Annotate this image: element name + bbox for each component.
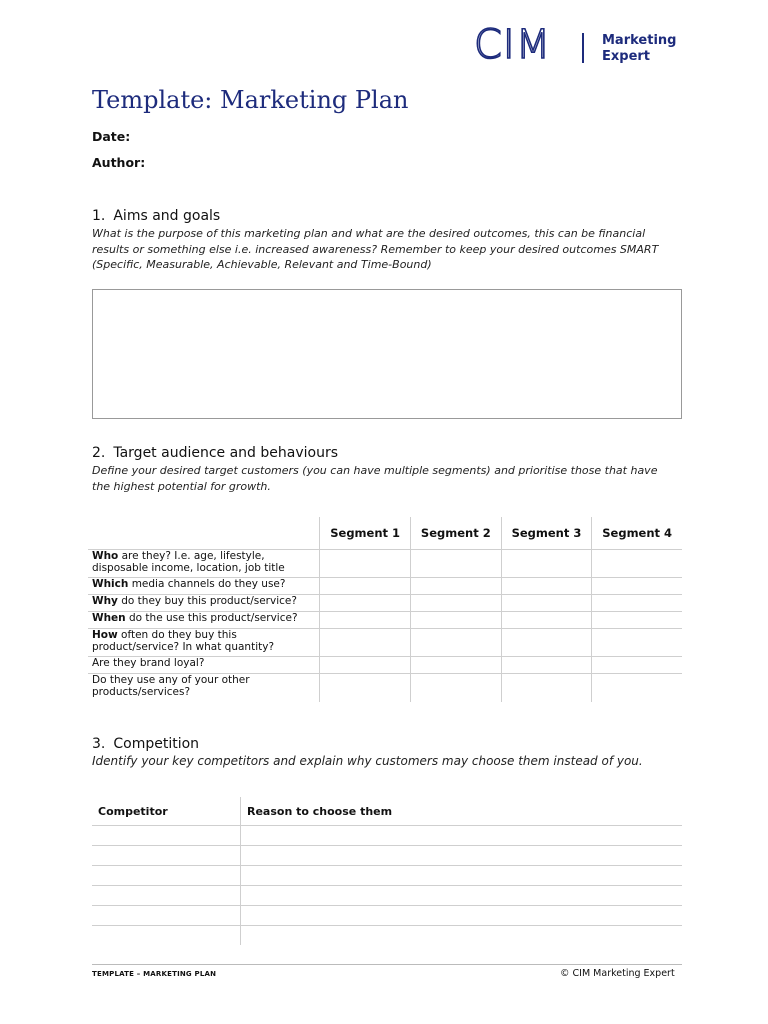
footer-doc-name: TEMPLATE – MARKETING PLAN (92, 970, 217, 978)
segment-cell[interactable] (592, 578, 682, 595)
reason-cell[interactable] (241, 926, 683, 946)
segment-cell[interactable] (410, 612, 501, 629)
logo-brand: CIM (474, 22, 552, 68)
segment-cell[interactable] (320, 550, 411, 578)
table-row (88, 595, 682, 612)
row-question (88, 674, 320, 702)
cim-logo (474, 22, 677, 68)
segment-header-row (88, 517, 682, 550)
segment-cell[interactable] (592, 674, 682, 702)
row-question-text: Do they use any of your other products/services? (92, 674, 250, 698)
section-2-description: Define your desired target customers (you can have multiple segments) and prioritise those that have the highest potential for growth. (92, 464, 658, 493)
logo-separator (582, 33, 584, 63)
table-row (88, 629, 682, 657)
reason-cell[interactable] (241, 866, 683, 886)
segment-cell[interactable] (501, 674, 592, 702)
section-1-title: Aims and goals (113, 208, 221, 224)
competitor-cell[interactable] (92, 826, 241, 846)
table-row (92, 866, 682, 886)
table-row (88, 578, 682, 595)
table-row (92, 826, 682, 846)
section-2-title: Target audience and behaviours (113, 445, 339, 461)
row-question (88, 657, 320, 674)
row-question-text: do the use this product/service? (125, 612, 298, 624)
segment-cell[interactable] (501, 578, 592, 595)
segment-cell[interactable] (320, 612, 411, 629)
row-question-text: often do they buy this product/service? In what quantity? (92, 629, 275, 653)
segment-header-3: Segment 3 (501, 517, 592, 550)
segment-header-4: Segment 4 (592, 517, 682, 550)
section-2-heading (92, 445, 338, 461)
row-question-bold: Why (92, 595, 118, 607)
table-row (88, 550, 682, 578)
segment-cell[interactable] (410, 674, 501, 702)
reason-cell[interactable] (241, 826, 683, 846)
footer-copyright: © CIM Marketing Expert (560, 968, 675, 979)
row-question (88, 595, 320, 612)
row-question-bold: When (92, 612, 126, 624)
footer-divider (92, 964, 682, 965)
row-question-bold: How (92, 629, 118, 641)
segment-cell[interactable] (592, 657, 682, 674)
competition-table (92, 797, 682, 945)
row-question-bold: Which (92, 578, 129, 590)
logo-sub-line1: Marketing (602, 33, 677, 48)
logo-sub-line2: Expert (602, 49, 651, 64)
competition-header-row (92, 797, 682, 826)
segment-cell[interactable] (592, 612, 682, 629)
segment-cell[interactable] (592, 550, 682, 578)
competitor-cell[interactable] (92, 886, 241, 906)
segment-cell[interactable] (501, 657, 592, 674)
reason-cell[interactable] (241, 846, 683, 866)
table-row (88, 657, 682, 674)
logo-subtitle (602, 33, 676, 65)
segment-header-1: Segment 1 (320, 517, 411, 550)
page-title: Template: Marketing Plan (92, 86, 409, 114)
segment-cell[interactable] (501, 595, 592, 612)
segment-cell[interactable] (501, 612, 592, 629)
author-label: Author: (92, 155, 146, 170)
competitor-cell[interactable] (92, 926, 241, 946)
row-question (88, 629, 320, 657)
segment-cell[interactable] (320, 674, 411, 702)
reason-cell[interactable] (241, 886, 683, 906)
section-1-description: What is the purpose of this marketing plan and what are the desired outcomes, this can be financial results or something else i.e. increased awareness? Remember to keep your desired outcomes SMART (Specific, Measurable, Achievable, Relevant and Time-Bound) (92, 227, 659, 271)
reason-header: Reason to choose them (241, 797, 683, 826)
row-question-text: do they buy this product/service? (117, 595, 297, 607)
date-label: Date: (92, 129, 131, 144)
segment-cell[interactable] (501, 629, 592, 657)
segment-cell[interactable] (410, 595, 501, 612)
reason-cell[interactable] (241, 906, 683, 926)
competitor-header: Competitor (92, 797, 241, 826)
section-3-number: 3. (92, 736, 106, 752)
segment-header-blank (88, 517, 320, 550)
aims-answer-box[interactable] (92, 289, 682, 419)
table-row (92, 846, 682, 866)
competitor-cell[interactable] (92, 906, 241, 926)
segment-cell[interactable] (410, 550, 501, 578)
row-question (88, 612, 320, 629)
segment-cell[interactable] (410, 629, 501, 657)
row-question (88, 578, 320, 595)
row-question-bold: Who (92, 550, 119, 562)
section-3-description: Identify your key competitors and explain why customers may choose them instead of you. (92, 754, 643, 768)
segment-header-2: Segment 2 (410, 517, 501, 550)
segment-table (88, 517, 682, 702)
table-row (92, 906, 682, 926)
section-3-title: Competition (113, 736, 200, 752)
segment-cell[interactable] (410, 657, 501, 674)
competitor-cell[interactable] (92, 846, 241, 866)
row-question-text: media channels do they use? (128, 578, 286, 590)
row-question (88, 550, 320, 578)
segment-cell[interactable] (320, 657, 411, 674)
row-question-text: are they? I.e. age, lifestyle, disposable income, location, job title (92, 550, 285, 574)
segment-cell[interactable] (592, 595, 682, 612)
segment-cell[interactable] (501, 550, 592, 578)
section-1-number: 1. (92, 208, 106, 224)
table-row (92, 926, 682, 946)
segment-cell[interactable] (320, 595, 411, 612)
section-1-heading (92, 208, 220, 224)
table-row (92, 886, 682, 906)
section-2-number: 2. (92, 445, 106, 461)
section-3-heading (92, 736, 199, 752)
segment-cell[interactable] (320, 629, 411, 657)
table-row (88, 612, 682, 629)
segment-cell[interactable] (410, 578, 501, 595)
segment-cell[interactable] (592, 629, 682, 657)
segment-cell[interactable] (320, 578, 411, 595)
row-question-text: Are they brand loyal? (92, 657, 205, 669)
competitor-cell[interactable] (92, 866, 241, 886)
table-row (88, 674, 682, 702)
